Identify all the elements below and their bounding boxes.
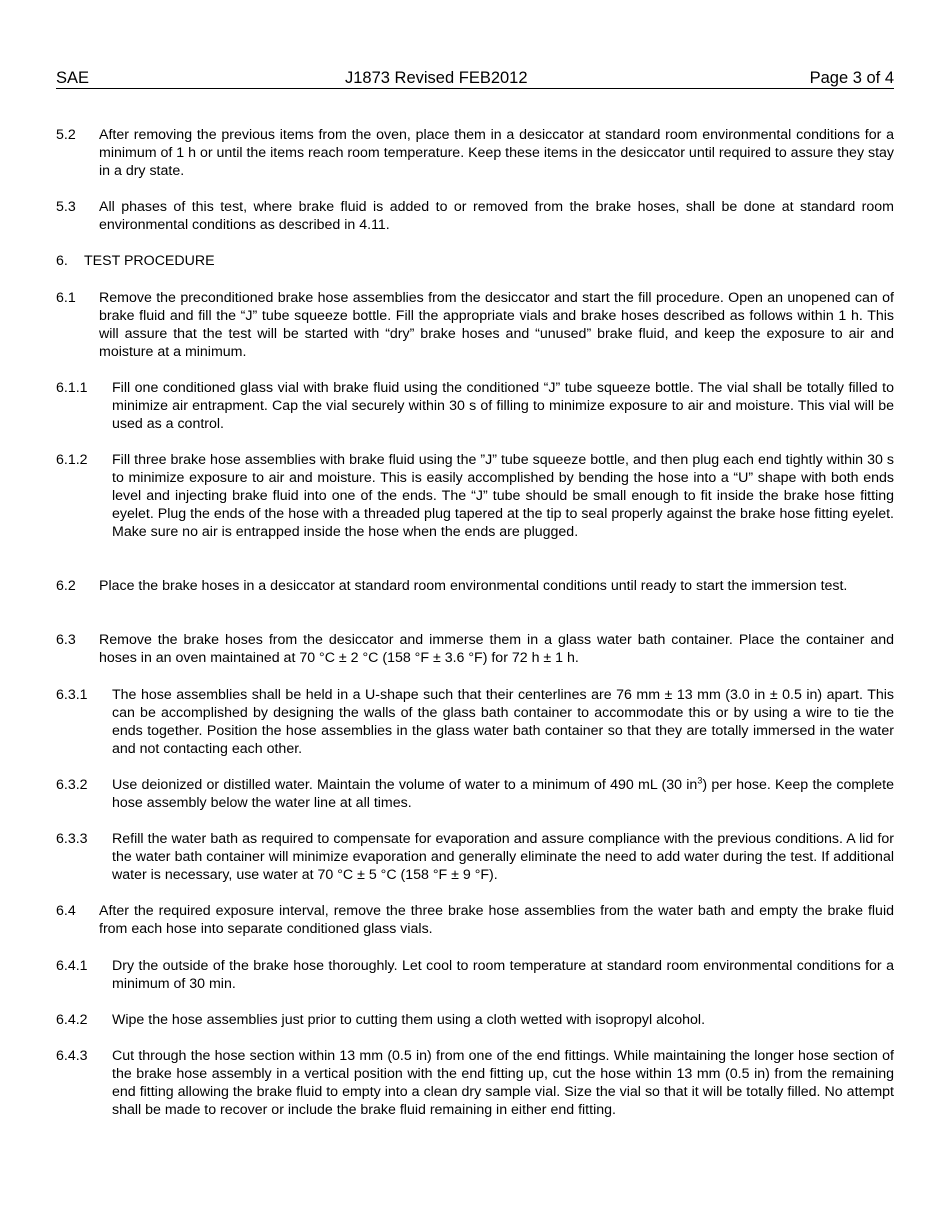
section-5-2 — [56, 126, 894, 180]
section-6-3-1 — [56, 686, 894, 758]
section-number: 6.4 — [56, 903, 76, 919]
section-text: Remove the brake hoses from the desiccator and immerse them in a glass water bath container. Place the container and hoses in an oven maintained at 70 °C ± 2 °C (158 °F ± 3.6 °F) for 72 h ± 1 h. — [99, 632, 894, 666]
section-text-part-b: ) per hose. Keep the complete hose assembly below the water line at all times. — [112, 777, 894, 811]
section-6-1-2 — [56, 451, 894, 541]
section-number: 6.4.1 — [56, 958, 88, 974]
section-text: Wipe the hose assemblies just prior to cutting them using a cloth wetted with isopropyl alcohol. — [112, 1012, 706, 1028]
section-number: 6.3.1 — [56, 687, 88, 703]
section-6-4-1 — [56, 957, 894, 993]
section-text: The hose assemblies shall be held in a U-shape such that their centerlines are 76 mm ± 13 mm (3.0 in ± 0.5 in) apart. This can be accomplished by designing the walls of the glass bath container to accommodate this or by using a wire to tie the ends together. Position the hose assemblies in the glass water bath container so that they are totally immersed in the water and not contacting each other. — [112, 687, 894, 757]
section-text: Cut through the hose section within 13 mm (0.5 in) from one of the end fittings. While maintaining the longer hose section of the brake hose assembly in a vertical position with the end fitting up, cut the hose within 13 mm (0.5 in) from the remaining end fitting allowing the brake fluid to empty into a clean dry sample vial. Size the vial so that it will be totally filled. No attempt shall be made to recover or include the brake fluid remaining in either end fitting. — [112, 1048, 894, 1118]
section-5-3 — [56, 198, 894, 234]
header-page-number: Page 3 of 4 — [809, 69, 894, 87]
section-6-3 — [56, 631, 894, 667]
section-number: 5.3 — [56, 199, 76, 215]
page-header — [56, 68, 894, 89]
section-text — [112, 776, 894, 812]
section-6-4-3 — [56, 1047, 894, 1119]
section-6-3-3 — [56, 830, 894, 884]
section-text: After the required exposure interval, remove the three brake hose assemblies from the water bath and empty the brake fluid from each hose into separate conditioned glass vials. — [99, 903, 894, 937]
section-number: 6.3.3 — [56, 831, 88, 847]
section-number: 6.1.1 — [56, 380, 88, 396]
section-number: 6.4.2 — [56, 1012, 88, 1028]
superscript-3: 3 — [697, 775, 703, 786]
section-6-3-2 — [56, 776, 894, 812]
section-number: 6. — [56, 253, 68, 269]
section-number: 6.3.2 — [56, 777, 88, 793]
section-number: 6.2 — [56, 578, 76, 594]
section-number: 6.3 — [56, 632, 76, 648]
section-text: Place the brake hoses in a desiccator at standard room environmental conditions until ready to start the immersion test. — [99, 578, 848, 594]
section-number: 6.4.3 — [56, 1048, 88, 1064]
section-text: Dry the outside of the brake hose thoroughly. Let cool to room temperature at standard room environmental conditions for a minimum of 30 min. — [112, 958, 894, 992]
section-6-1 — [56, 289, 894, 361]
section-text: After removing the previous items from the oven, place them in a desiccator at standard room environmental conditions for a minimum of 1 h or until the items reach room temperature. Keep these items in the desiccator until required to assure they stay in a dry state. — [99, 127, 894, 179]
section-text: Fill three brake hose assemblies with brake fluid using the ”J” tube squeeze bottle, and then plug each end tightly within 30 s to minimize exposure to air and moisture. This is easily accomplished by bending the hose into a “U” shape with both ends level and injecting brake fluid into one of the ends. The “J” tube should be small enough to fit inside the brake hose fitting eyelet. Plug the ends of the hose with a threaded plug tapered at the tip to seal properly against the brake hose fitting eyelet. Make sure no air is entrapped inside the hose when the ends are plugged. — [112, 452, 894, 540]
section-6-1-1 — [56, 379, 894, 433]
section-text: Refill the water bath as required to compensate for evaporation and assure compliance with the previous conditions. A lid for the water bath container will minimize evaporation and generally eliminate the need to add water during the test. If additional water is necessary, use water at 70 °C ± 5 °C (158 °F ± 9 °F). — [112, 831, 894, 883]
section-6-4-2 — [56, 1011, 894, 1029]
header-doc-id: J1873 Revised FEB2012 — [345, 69, 528, 87]
section-6-heading — [56, 252, 894, 270]
section-text-part-a: Use deionized or distilled water. Maintain the volume of water to a minimum of 490 mL (30 in — [112, 777, 698, 793]
section-text: All phases of this test, where brake fluid is added to or removed from the brake hoses, shall be done at standard room environmental conditions as described in 4.11. — [99, 199, 894, 233]
section-heading: TEST PROCEDURE — [84, 253, 215, 269]
section-number: 6.1 — [56, 290, 76, 306]
section-text: Fill one conditioned glass vial with brake fluid using the conditioned “J” tube squeeze bottle. The vial shall be totally filled to minimize air entrapment. Cap the vial securely within 30 s of filling to minimize exposure to air and moisture. This vial will be used as a control. — [112, 380, 894, 432]
section-6-2 — [56, 577, 894, 595]
section-number: 5.2 — [56, 127, 76, 143]
section-6-4 — [56, 902, 894, 938]
section-number: 6.1.2 — [56, 452, 88, 468]
section-text: Remove the preconditioned brake hose assemblies from the desiccator and start the fill procedure. Open an unopened can of brake fluid and fill the “J” tube squeeze bottle. Fill the appropriate vials and brake hoses described as follows within 1 h. This will assure that the test will be started with “dry” brake hoses and “unused” brake fluid, and keep the exposure to air and moisture at a minimum. — [99, 290, 894, 360]
header-org: SAE — [56, 69, 90, 87]
